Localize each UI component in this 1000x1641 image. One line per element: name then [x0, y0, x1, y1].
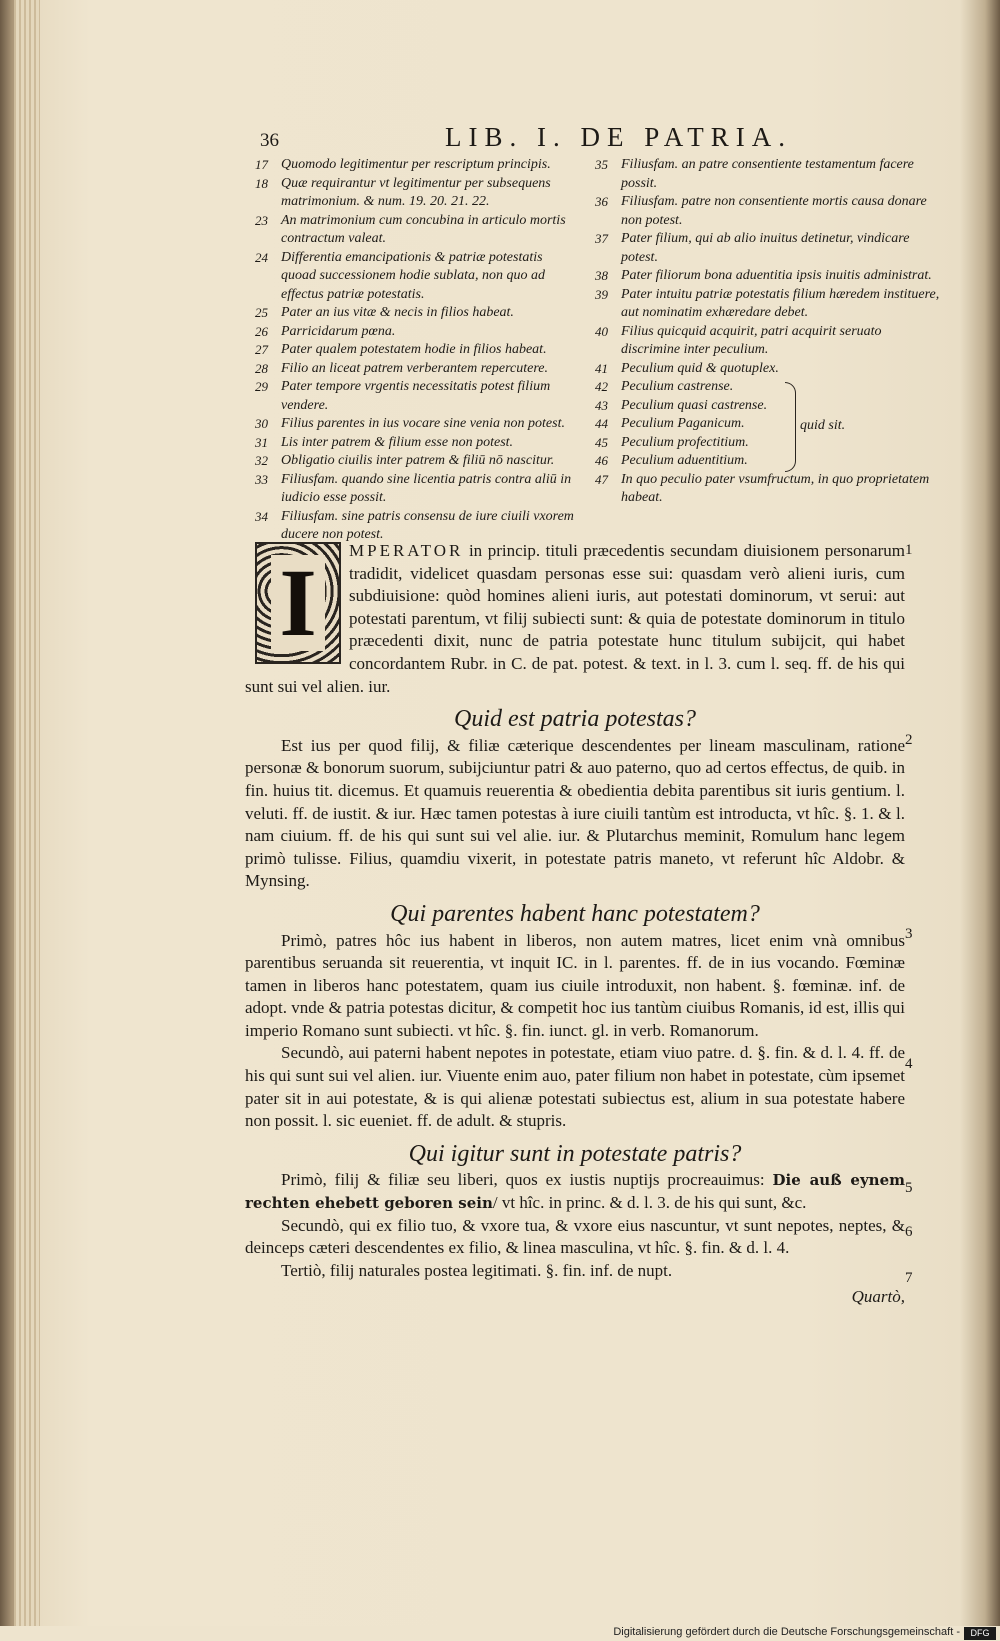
- index-entry-number: 39: [595, 286, 608, 302]
- section-heading: Qui parentes habent hanc potestatem?: [390, 900, 760, 927]
- intro-paragraph: [245, 540, 905, 698]
- paragraph: [245, 1169, 905, 1214]
- index-entry-text: Filio an liceat patrem verberantem repercutere.: [281, 360, 548, 376]
- index-entry: [255, 341, 580, 360]
- index-entry-text: Filiusfam. sine patris consensu de iure ciuili vxorem ducere non potest.: [281, 508, 574, 542]
- margin-number: 6: [905, 1224, 913, 1240]
- index-entry-number: 40: [595, 323, 608, 339]
- index-entry: [255, 415, 580, 434]
- initial-letter: I: [271, 555, 324, 651]
- index-entry: [595, 230, 940, 267]
- index-entry-number: 34: [255, 508, 268, 524]
- running-head: LIB. I. DE PATRIA.: [445, 122, 793, 152]
- index-entry-text: Filiusfam. quando sine licentia patris contra aliū in iudicio esse possit.: [281, 471, 572, 505]
- index-entry-number: 26: [255, 323, 268, 339]
- index-entry-number: 42: [595, 379, 608, 394]
- index-entry: [255, 471, 580, 508]
- index-entry: [255, 156, 580, 175]
- index-entry-number: 32: [255, 453, 268, 468]
- index-entry: [255, 452, 580, 471]
- index-entry: [595, 378, 940, 397]
- index-entry: [255, 249, 580, 305]
- index-entry-text: Pater qualem potestatem hodie in filios habeat.: [281, 342, 547, 357]
- index-entry-text: Filiusfam. an patre consentiente testamentum facere possit.: [621, 157, 914, 191]
- index-entry-number: 25: [255, 305, 268, 320]
- index-entry: [595, 360, 940, 379]
- german-gloss: Die auß eynem rechten ehebett geboren sein: [245, 1171, 905, 1213]
- index-entry: [595, 415, 940, 434]
- index-entry-number: 46: [595, 453, 608, 468]
- paragraph: Tertiò, filij naturales postea legitimati. §. fin. inf. de nupt.: [281, 1260, 673, 1280]
- digitization-footer: [0, 1626, 1000, 1641]
- brace-label: quid sit.: [800, 418, 846, 433]
- index-entry-number: 29: [255, 379, 268, 394]
- index-entry-text: Quomodo legitimentur per rescriptum principis.: [281, 157, 551, 172]
- index-entry: [255, 175, 580, 212]
- index-entry-text: Peculium profectitium.: [621, 434, 749, 450]
- index-entry: [595, 434, 940, 453]
- margin-number: 7: [905, 1270, 913, 1286]
- index-entry-text: Pater filium, qui ab alio inuitus detinetur, vindicare potest.: [621, 231, 910, 265]
- index-entry-text: Parricidarum pœna.: [281, 323, 396, 339]
- index-entry-number: 43: [595, 397, 608, 413]
- index-entry-text: Lis inter patrem & filium esse non potest.: [281, 434, 514, 450]
- index-entry-text: Filiusfam. patre non consentiente mortis causa donare non potest.: [621, 194, 927, 228]
- index-entry-number: 41: [595, 360, 608, 376]
- index-entry-text: In quo peculio pater vsumfructum, in quo proprietatem habeat.: [621, 471, 930, 505]
- index-entry-text: Filius parentes in ius vocare sine venia non potest.: [281, 416, 565, 431]
- index-entry: [595, 267, 940, 286]
- margin-number: 1: [905, 542, 913, 558]
- index-entry-text: Quæ requirantur vt legitimentur per subsequens matrimonium. & num. 19. 20. 21. 22.: [281, 175, 551, 209]
- summary-index-left: [255, 156, 580, 545]
- index-entry-number: 36: [595, 194, 608, 209]
- summary-index-right: [595, 156, 940, 508]
- index-entry: [595, 471, 940, 508]
- index-entry-text: An matrimonium cum concubina in articulo mortis contractum valeat.: [281, 212, 566, 246]
- index-entry-number: 37: [595, 231, 608, 246]
- index-entry: [595, 452, 940, 471]
- margin-number: 3: [905, 926, 913, 942]
- index-entry-number: 23: [255, 212, 268, 228]
- index-entry: [255, 378, 580, 415]
- paragraph: Secundò, qui ex filio tuo, & vxore tua, & vxore eius nascuntur, vt sunt nepotes, neptes, & deinceps cæteri descendentes ex filio, & linea masculina, vt hîc. §. fin. & d. l. 4.: [245, 1215, 905, 1258]
- index-entry: [255, 434, 580, 453]
- paragraph: Est ius per quod filij, & filiæ cæterique descendentes per lineam masculinam, ratione personæ & bonorum suorum, subijciuntur patri & auo paterno, quo ad certos effectus, de quib. in fin. huius tit. dicemus. Et quamuis reuerentia & obedientia debita parentibus sit iuris gentium. l. veluti. ff. de iustit. & iur. Hæc tamen potestas à iure ciuili tantùm est introducta, vt hîc. §. 1. & l. nam ciuium. ff. de his qui sunt sui vel alie. iur. & Plutarchus meminit, Romulum hanc legem primò tulisse. Filius, quamdiu vixerit, in potestate patris maneto, vt referunt hîc Aldobr. & Mynsing.: [245, 735, 905, 891]
- page-number: 36: [260, 130, 279, 151]
- index-entry: [595, 323, 940, 360]
- section-heading: Quid est patria potestas?: [453, 706, 696, 733]
- index-entry-number: 47: [595, 471, 608, 487]
- index-entry-text: Differentia emancipationis & patriæ potestatis quoad successionem hodie sublata, non quo ad effectus patriæ potestatis.: [281, 249, 546, 302]
- index-entry-number: 18: [255, 175, 268, 191]
- index-entry-number: 35: [595, 157, 608, 172]
- index-entry-number: 27: [255, 342, 268, 357]
- index-entry-number: 31: [255, 434, 268, 450]
- index-entry-text: Peculium quid & quotuplex.: [621, 360, 779, 376]
- page-header: [245, 120, 937, 156]
- section-heading: Qui igitur sunt in potestate patris?: [408, 1140, 742, 1167]
- margin-number: 5: [905, 1180, 913, 1196]
- dfg-logo: DFG: [964, 1627, 996, 1640]
- index-entry-number: 17: [255, 157, 268, 172]
- paragraph-text: / vt hîc. in princ. & d. l. 3. de his qui sunt, &c.: [492, 1193, 807, 1213]
- paragraph: Secundò, aui paterni habent nepotes in potestate, etiam viuo patre. d. §. fin. & d. l. 4. ff. de his qui sunt sui vel alien. iur. Viuente enim auo, pater filium non habet in potestate, cùm ipsemet pater sit in aui potestate, & is qui alienæ potestati subiectus est, alium in sua potestate habere non possit. l. sic eueniet. ff. de adult. & stupris.: [245, 1043, 905, 1131]
- index-entry: [255, 212, 580, 249]
- decorated-initial: [255, 542, 341, 664]
- book-page: [245, 120, 940, 1307]
- paragraph: Primò, patres hôc ius habent in liberos, non autem matres, licet enim vnà omnibus parentibus seruanda sit reuerentia, vt inquit IC. in l. parentes. ff. de in ius vocando. Fœminæ tamen in liberos hanc potestatem, quam ius ciuile introduxit, non habent. §. fœminæ. inf. de adopt. vnde & patria potestas dicitur, & competit hoc ius tantùm ciuibus Romanis, id est, illis qui imperio Romano sunt subiecti. vt hîc. §. fin. iunct. gl. in verb. Romanorum.: [245, 930, 905, 1040]
- index-entry: [255, 508, 580, 545]
- index-entry: [255, 360, 580, 379]
- catchword: Quartò,: [851, 1287, 905, 1307]
- index-entry: [595, 286, 940, 323]
- index-entry: [595, 156, 940, 193]
- intro-smallcaps: MPERATOR: [349, 541, 464, 560]
- index-entry-number: 24: [255, 249, 268, 265]
- index-entry-number: 33: [255, 471, 268, 487]
- index-entry-text: Pater an ius vitæ & necis in filios habeat.: [281, 305, 514, 320]
- index-entry: [255, 304, 580, 323]
- index-entry-text: Pater intuitu patriæ potestatis filium hæredem instituere, aut nominatim exhæredare debet.: [621, 286, 940, 320]
- index-entry: [595, 193, 940, 230]
- index-entry-text: Pater tempore vrgentis necessitatis potest filium vendere.: [281, 379, 551, 413]
- index-entry-number: 44: [595, 416, 608, 431]
- index-entry-text: Peculium quasi castrense.: [621, 397, 768, 413]
- index-entry-number: 30: [255, 416, 268, 431]
- index-entry-number: 45: [595, 434, 608, 450]
- footer-text: Digitalisierung gefördert durch die Deutsche Forschungsgemeinschaft -: [613, 1626, 960, 1638]
- margin-number: 4: [905, 1056, 913, 1072]
- paragraph-text: Primò, filij & filiæ seu liberi, quos ex iustis nuptijs procreauimus:: [281, 1170, 773, 1190]
- brace: [785, 382, 796, 472]
- index-entry-text: Peculium aduentitium.: [621, 453, 748, 468]
- index-entry-number: 28: [255, 360, 268, 376]
- book-page-edges: [14, 0, 40, 1641]
- index-entry-number: 38: [595, 268, 608, 283]
- intro-text: in princip. tituli præcedentis secundam diuisionem personarum tradidit, videlicet quasdam personas esse sui: quasdam verò alieni iuris, cum subdiuisione: quòd homines alieni iuris, aut potestati dominorum, vt serui: aut potestati parentum, vt filij subiecti sunt: & quia de potestate dominorum in titulo præcedenti dixit, nunc de patria potestate hunc titulum subijcit, qui habet concordantem Rubr. in C. de pat. potest. & text. in l. 3. cum l. seq. ff. de his qui sunt sui vel alien. iur.: [245, 541, 905, 696]
- margin-number: 2: [905, 732, 913, 748]
- index-entry-text: Peculium Paganicum.: [621, 416, 745, 431]
- index-entry-text: Pater filiorum bona aduentitia ipsis inuitis administrat.: [621, 268, 932, 283]
- index-entry-text: Obligatio ciuilis inter patrem & filiū nō nascitur.: [281, 453, 555, 468]
- index-entry-text: Peculium castrense.: [621, 379, 734, 394]
- index-entry-text: Filius quicquid acquirit, patri acquirit seruato discrimine inter peculium.: [621, 323, 882, 357]
- index-entry: [595, 397, 940, 416]
- main-text: [245, 540, 905, 1309]
- index-entry: [255, 323, 580, 342]
